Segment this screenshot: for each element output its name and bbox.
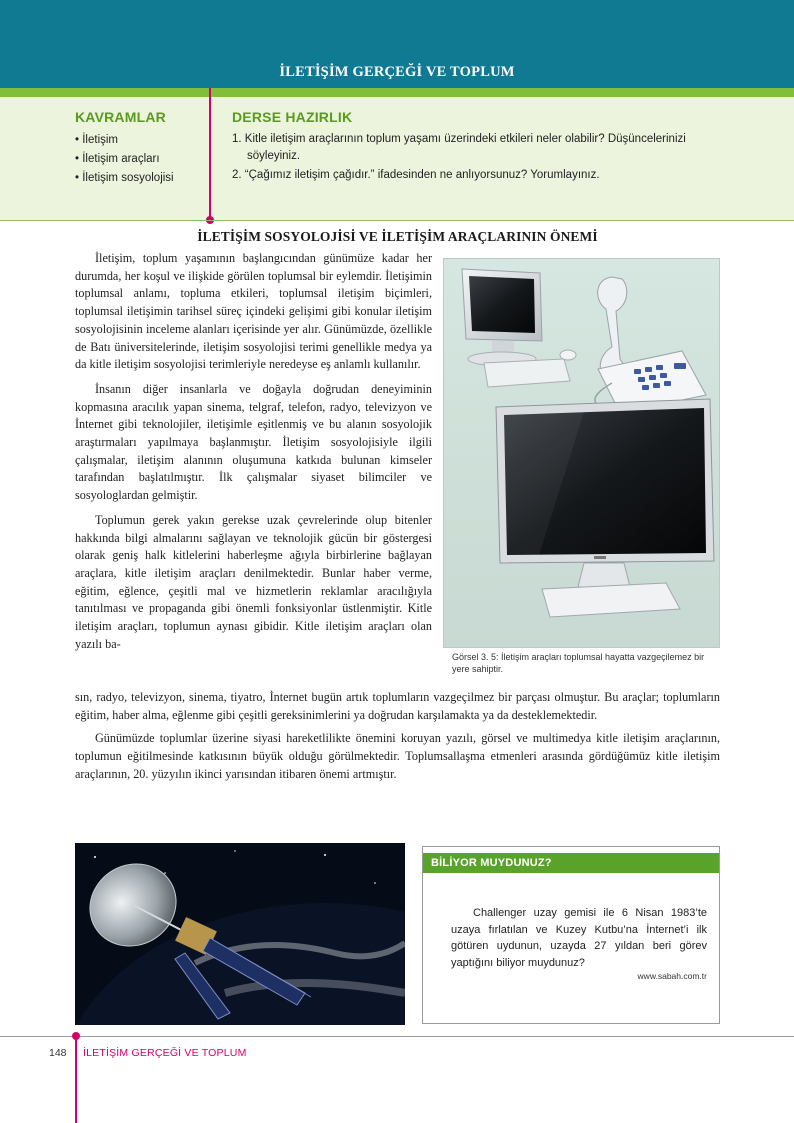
- figure-caption: Görsel 3. 5: İletişim araçları toplumsal hayatta vazgeçilemez bir yere sahiptir.: [452, 652, 705, 674]
- article-paragraph: Toplumun gerek yakın gerekse uzak çevrelerinde olup bitenler hakkında bilgi almalarını sağlayan ve teknolojik gücün bir göstergesi olarak geniş halk kitlelerini haberleşme ağıyla birbirlerine bağlayan araçlara, kitle iletişim araçları denilmektedir. Bunlar haber verme, eğitim, eğlence, çeşitli mal ve hizmetlerin reklamlar aracılığıyla tanıtılması ve propaganda gibi önemli fonksiyonlar üstlenmiştir. Kitle iletişim araçları, toplumun aynası gibidir. Kitle iletişim araçları olan yazılı ba-: [75, 512, 432, 651]
- article-paragraph: İletişim, toplum yaşamının başlangıcından günümüze kadar her durumda, her koşul ve ilişkide görülen toplumsal bir eylemdir. İletişimin toplumsal anlamı, topluma etkileri, toplumsal iletişim biçimleri, toplumsal iletişimin tarihsel süreç içindeki gelişimi gibi konular iletişim sosyolojisinin inceleme alanları içerisinde yer alır. Günümüzde, özellikle de Batı üniversitelerinde, iletişim sosyolojisi terimi genellikle medya ya da kitle iletişim sosyolojisi terimleriyle neredeyse eş anlamlı kullanılır.: [75, 251, 432, 372]
- did-you-know-heading: BİLİYOR MUYDUNUZ?: [423, 853, 719, 873]
- article-title: İLETİŞİM SOSYOLOJİSİ VE İLETİŞİM ARAÇLARININ ÖNEMİ: [197, 229, 598, 244]
- article-paragraph: Günümüzde toplumlar üzerine siyasi hareketlilikte önemini koruyan yazılı, görsel ve multimedya kitle iletişim araçlarının, toplumun eğitilmesinde katkısının büyük olduğu görülmektedir. Toplumsallaşma etmenleri arasında gördüğümüz kitle iletişim araçlarının, 20. yüzyılın ikinci yarısından itibaren önemi artmıştır.: [75, 731, 720, 781]
- communication-devices-image: [443, 258, 720, 648]
- satellite-space-image: [75, 843, 405, 1025]
- satellite-illustration: [75, 843, 405, 1025]
- kavram-item: • İletişim sosyolojisi: [75, 169, 174, 188]
- kavram-item: • İletişim araçları: [75, 150, 174, 169]
- derse-hazirlik-heading: DERSE HAZIRLIK: [232, 109, 353, 125]
- preparation-questions: [232, 131, 712, 186]
- footer-dot: [72, 1032, 80, 1040]
- preparation-question: 1. Kitle iletişim araçlarının toplum yaşamı üzerindeki etkileri neler olabilir? Düşüncelerinizi söyleyiniz.: [232, 133, 686, 162]
- did-you-know-source: www.sabah.com.tr: [637, 971, 707, 981]
- article-paragraph: sın, radyo, televizyon, sinema, tiyatro, İnternet bugün artık toplumların vazgeçilmez bir parçası olmuştur. Bu araçlar; toplumların eğitim, haber alma, eğlenme gibi çeşitli gereksinimlerini ya doğrudan karşılamakta ya da desteklemektedir.: [75, 690, 720, 722]
- panel-divider: [209, 88, 211, 220]
- article-full-width: [75, 689, 720, 790]
- footer-rule: [0, 1036, 794, 1037]
- page-number: 148: [49, 1047, 67, 1059]
- article-paragraph: İnsanın diğer insanlarla ve doğayla doğrudan deneyiminin kopmasına aracılık yapan sinema, telgraf, telefon, radyo, televizyon ve İnternet gibi teknolojiler, iletişimle eşitlenmiş ve bu alanın sosyolojik araştırmaları yapılmaya başlanmıştır. İletişim sosyolojisiyle ilgili çalışmalar, iletişim alanının oluşumuna katkıda bulunan kimseler tarafından başlatılmıştır. İlk çalışmalar siyaset bilimciler ve sosyologlardan gelmiştir.: [75, 381, 432, 503]
- did-you-know-box: [422, 846, 720, 1024]
- footer-unit-title: İLETİŞİM GERÇEĞİ VE TOPLUM: [83, 1047, 247, 1059]
- preparation-question: 2. “Çağımız iletişim çağıdır.” ifadesinden ne anlıyorsunuz? Yorumlayınız.: [232, 169, 600, 181]
- article-column: [75, 250, 432, 653]
- header-band: [0, 0, 794, 88]
- devices-illustration: [444, 259, 720, 648]
- unit-title: İLETİŞİM GERÇEĞİ VE TOPLUM: [279, 64, 515, 80]
- header-accent-stripe: [0, 88, 794, 97]
- footer-accent-line: [75, 1036, 77, 1123]
- kavram-item: • İletişim: [75, 131, 174, 150]
- did-you-know-text: Challenger uzay gemisi ile 6 Nisan 1983’te uzaya fırlatılan ve Kuzey Kutbu’na İnternet’i ilk götüren uydunun, uzayda 27 yıldan beri görev yaptığını biliyor muydunuz?: [451, 907, 707, 969]
- panel-bottom-rule: [0, 220, 794, 221]
- kavramlar-list: [75, 131, 174, 188]
- kavramlar-heading: KAVRAMLAR: [75, 109, 166, 125]
